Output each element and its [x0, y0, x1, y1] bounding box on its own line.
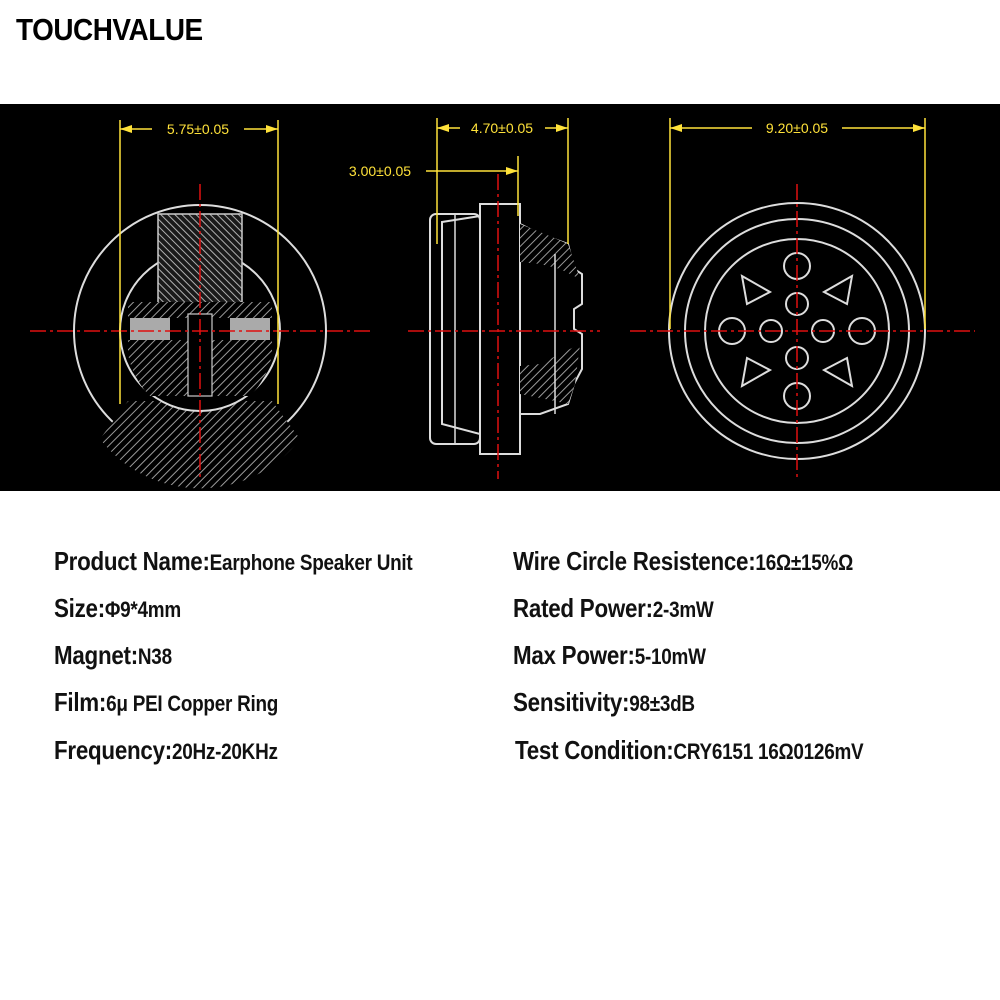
spec-value: 20Hz-20KHz: [171, 739, 278, 764]
spec-value: 6μ PEI Copper Ring: [106, 691, 279, 716]
spec-wire-resistance: [513, 546, 853, 577]
spec-sensitivity: [513, 687, 695, 718]
vent-triangle-tr: [824, 276, 852, 304]
front-view: [30, 120, 370, 488]
spec-label: Test Condition:: [515, 735, 674, 765]
spec-product-name: [54, 546, 412, 577]
spec-value: 98±3dB: [629, 691, 695, 716]
spec-label: Magnet:: [54, 640, 138, 670]
vent-triangle-tl: [742, 276, 770, 304]
spec-label: Sensitivity:: [513, 687, 630, 717]
spec-value: 5-10mW: [634, 644, 706, 669]
side-dim-arrow-right: [556, 124, 568, 132]
spec-label: Product Name:: [54, 546, 210, 576]
spec-value: Φ9*4mm: [104, 597, 181, 622]
front-pole-right: [212, 340, 272, 396]
spec-test-condition: [515, 735, 863, 766]
vent-triangle-bl: [742, 358, 770, 386]
brand-logo-text: TOUCHVALUE: [16, 12, 203, 47]
spec-size: [54, 593, 181, 624]
back-dim-arrow-right: [913, 124, 925, 132]
spec-max-power: [513, 640, 706, 671]
front-dim-arrow-right: [266, 125, 278, 133]
spec-rated-power: [513, 593, 714, 624]
side-diaphragm-bottom: [520, 344, 580, 404]
side-housing: [480, 204, 520, 454]
spec-label: Film:: [54, 687, 107, 717]
side-width-label: 4.70±0.05: [470, 120, 534, 136]
front-pole-left: [128, 340, 188, 396]
spec-label: Size:: [54, 593, 105, 623]
side-offset-label: 3.00±0.05: [348, 163, 412, 179]
spec-value: N38: [137, 644, 172, 669]
spec-value: 2-3mW: [652, 597, 714, 622]
spec-label: Rated Power:: [513, 593, 653, 623]
spec-frequency: [54, 735, 278, 766]
front-dim-label: 5.75±0.05: [166, 121, 230, 137]
front-gap-right: [230, 318, 270, 340]
spec-label: Frequency:: [54, 735, 172, 765]
technical-drawing-svg: [0, 104, 1000, 491]
front-gap-left: [130, 318, 170, 340]
side-dim-arrow-left: [437, 124, 449, 132]
back-view: [630, 118, 975, 479]
side-offset-arrow: [506, 167, 518, 175]
spec-label: Wire Circle Resistence:: [513, 546, 756, 576]
side-diaphragm-top: [520, 224, 580, 279]
front-dim-arrow-left: [120, 125, 132, 133]
spec-value: CRY6151 16Ω0126mV: [673, 739, 864, 764]
spec-magnet: [54, 640, 172, 671]
back-dim-label: 9.20±0.05: [765, 120, 829, 136]
spec-value: 16Ω±15%Ω: [755, 550, 854, 575]
spec-value: Earphone Speaker Unit: [209, 550, 413, 575]
side-view: [349, 118, 600, 479]
technical-drawing: [0, 104, 1000, 491]
back-dim-arrow-left: [670, 124, 682, 132]
spec-label: Max Power:: [513, 640, 635, 670]
vent-triangle-br: [824, 358, 852, 386]
spec-film: [54, 687, 278, 718]
